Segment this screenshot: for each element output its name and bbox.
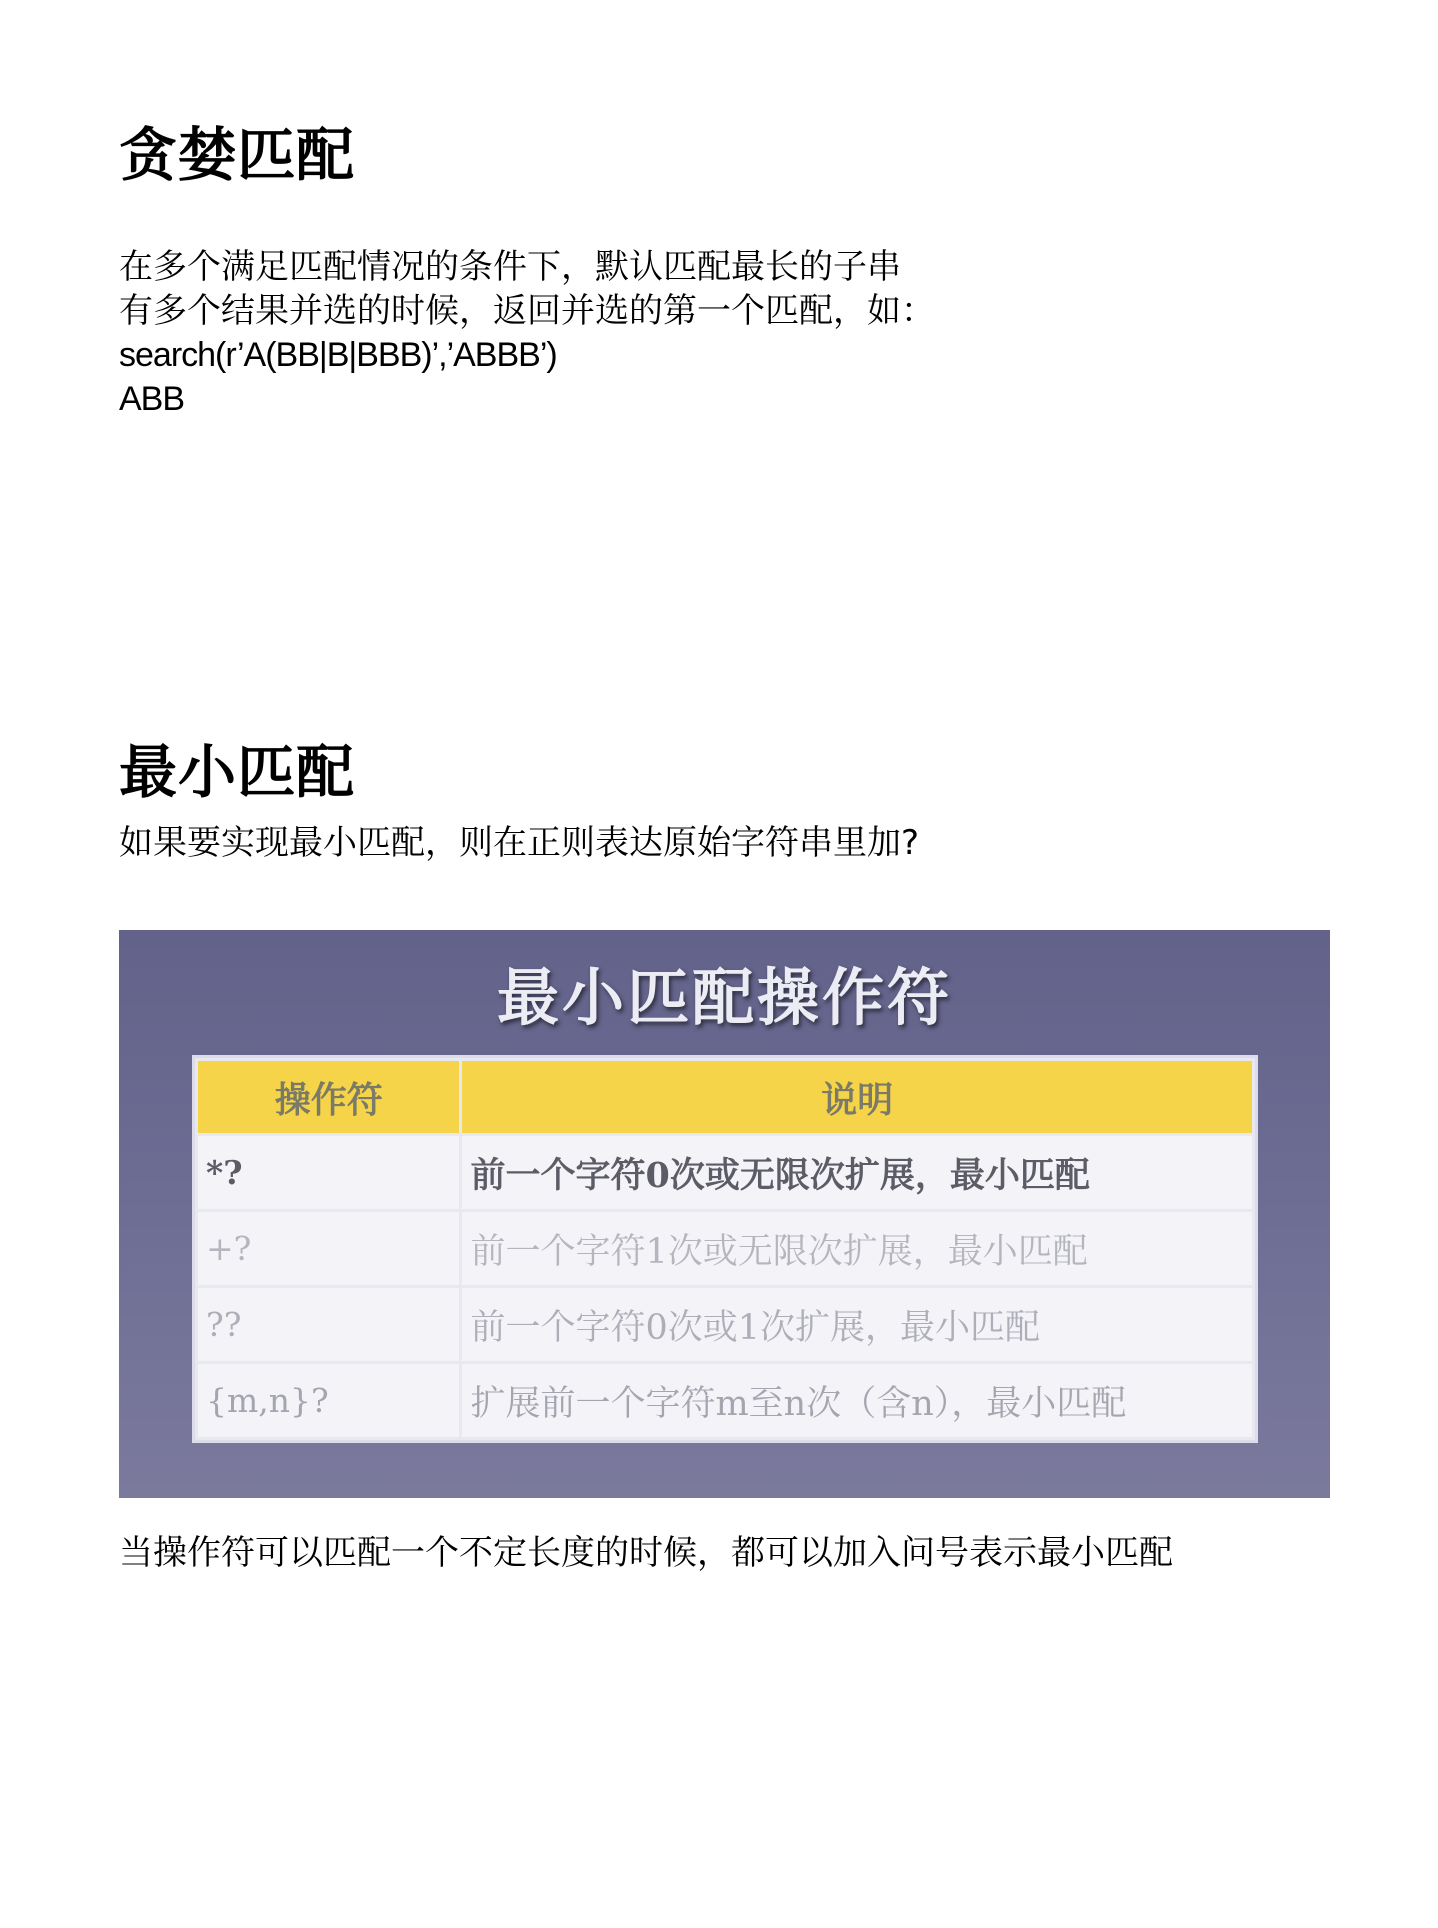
operator-cell: *? — [197, 1135, 461, 1211]
table-row — [197, 1363, 1254, 1439]
description-cell: 扩展前一个字符m至n次（含n），最小匹配 — [461, 1363, 1254, 1439]
greedy-code-result: ABB — [119, 380, 185, 418]
table-header-row — [197, 1060, 1254, 1135]
description-cell: 前一个字符0次或无限次扩展，最小匹配 — [461, 1135, 1254, 1211]
table-row — [197, 1211, 1254, 1287]
greedy-line-2: 有多个结果并选的时候，返回并选的第一个匹配，如： — [119, 291, 935, 331]
operator-cell: ?? — [197, 1287, 461, 1363]
minimal-note-text: 当操作符可以匹配一个不定长度的时候，都可以加入问号表示最小匹配 — [119, 1533, 1173, 1573]
greedy-paragraph — [119, 245, 935, 421]
description-cell: 前一个字符0次或1次扩展，最小匹配 — [461, 1287, 1254, 1363]
slide-title: 最小匹配操作符 — [496, 961, 952, 1034]
table-row — [197, 1135, 1254, 1211]
table-row — [197, 1287, 1254, 1363]
minimal-heading: 最小匹配 — [119, 738, 356, 806]
greedy-code-example: search(r’A(BB|B|BBB)’,’ABBB’) — [119, 336, 557, 374]
greedy-heading: 贪婪匹配 — [119, 121, 356, 189]
operator-table — [195, 1058, 1255, 1440]
operator-cell: {m,n}? — [197, 1363, 461, 1439]
minimal-intro-text: 如果要实现最小匹配，则在正则表达原始字符串里加? — [119, 823, 920, 863]
header-description: 说明 — [461, 1060, 1254, 1135]
minimal-operator-slide — [119, 930, 1330, 1498]
greedy-line-1: 在多个满足匹配情况的条件下，默认匹配最长的子串 — [119, 247, 901, 287]
header-operator: 操作符 — [197, 1060, 461, 1135]
operator-cell: +? — [197, 1211, 461, 1287]
description-cell: 前一个字符1次或无限次扩展，最小匹配 — [461, 1211, 1254, 1287]
